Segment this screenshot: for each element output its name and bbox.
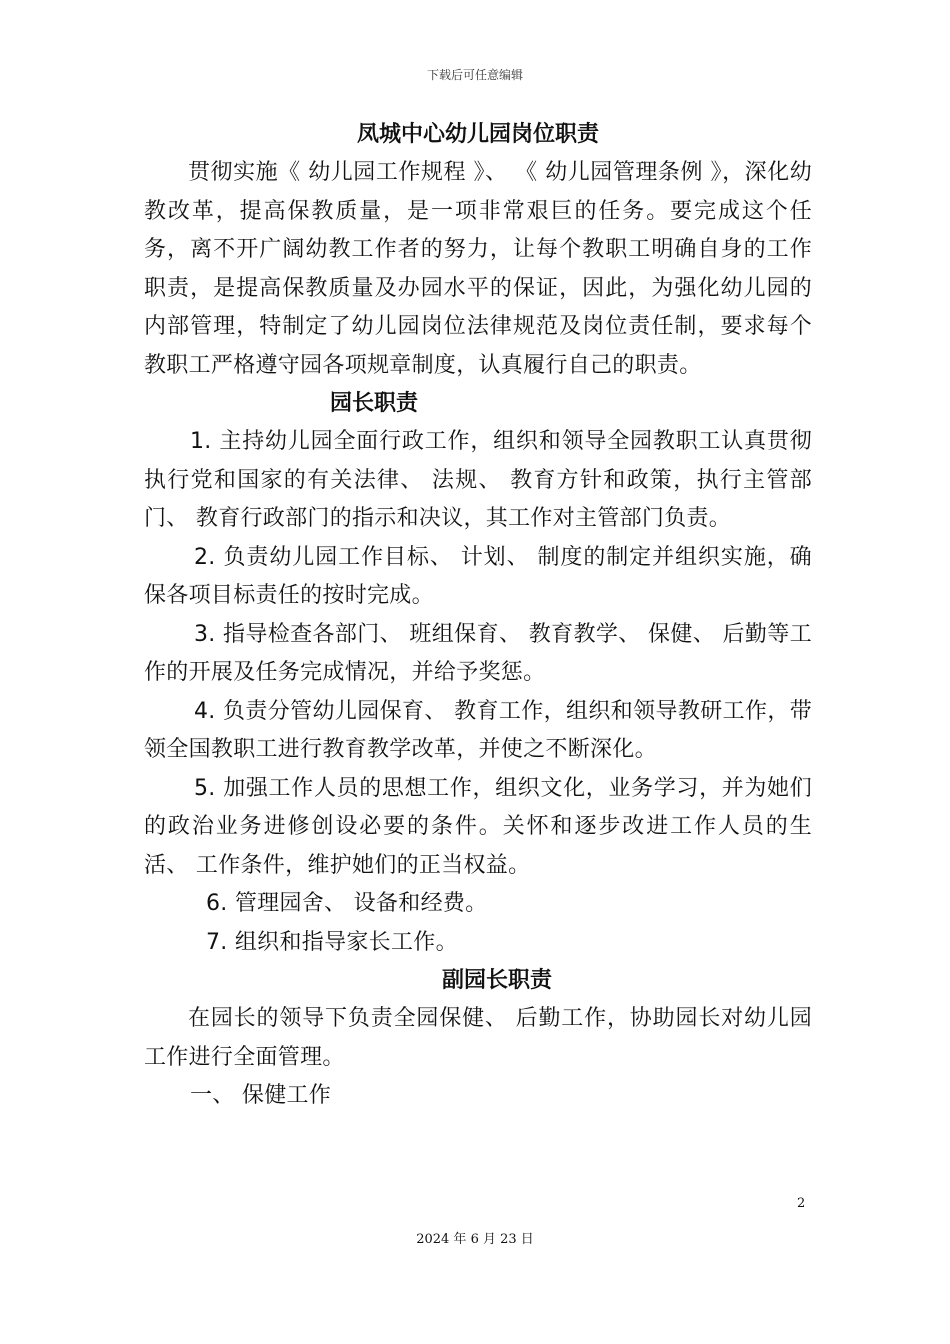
section-heading-director: 园长职责 bbox=[330, 391, 419, 416]
subsection-heading-health: 一、 保健工作 bbox=[190, 1083, 332, 1108]
duty-item-3: 3. 指导检查各部门、 班组保育、 教育教学、 保健、 后勤等工作的开展及任务完成情况，并给予奖惩。 bbox=[144, 621, 812, 685]
document-title: 凤城中心幼儿园岗位职责 bbox=[356, 122, 599, 147]
intro-paragraph: 贯彻实施《 幼儿园工作规程 》、 《 幼儿园管理条例 》，深化幼教改革，提高保教质量，是一项非常艰巨的任务。要完成这个任务，离不开广阔幼教工作者的努力，让每个教职工明确自身的工作职责，是提高保教质量及办园水平的保证，因此，为强化幼儿园的内部管理，特制定了幼儿园岗位法律规范及岗位责任制，要求每个教职工严格遵守园各项规章制度，认真履行自己的职责。 bbox=[144, 160, 812, 378]
duty-item-4: 4. 负责分管幼儿园保育、 教育工作，组织和领导教研工作，带领全国教职工进行教育教学改革，并使之不断深化。 bbox=[144, 698, 812, 762]
duty-item-6: 6. 管理园舍、 设备和经费。 bbox=[206, 891, 488, 916]
document-body bbox=[144, 116, 812, 1116]
duty-item-1: 1. 主持幼儿园全面行政工作，组织和领导全园教职工认真贯彻执行党和国家的有关法律、 法规、 教育方针和政策，执行主管部门、 教育行政部门的指示和决议，其工作对主管部门负责。 bbox=[144, 429, 812, 531]
deputy-intro-paragraph: 在园长的领导下负责全园保健、 后勤工作，协助园长对幼儿园工作进行全面管理。 bbox=[144, 1006, 812, 1070]
header-note: 下载后可任意编辑 bbox=[426, 68, 523, 82]
page-number: 2 bbox=[797, 1196, 806, 1211]
section-heading-deputy-director: 副园长职责 bbox=[442, 968, 553, 993]
duty-item-7: 7. 组织和指导家长工作。 bbox=[206, 929, 458, 955]
footer-date: 2024 年 6 月 23 日 bbox=[416, 1232, 534, 1247]
duty-item-2: 2. 负责幼儿园工作目标、 计划、 制度的制定并组织实施，确保各项目标责任的按时完成。 bbox=[144, 544, 812, 608]
duty-item-5: 5. 加强工作人员的思想工作，组织文化，业务学习，并为她们的政治业务进修创设必要的条件。关怀和逐步改进工作人员的生活、 工作条件，维护她们的正当权益。 bbox=[144, 775, 812, 878]
